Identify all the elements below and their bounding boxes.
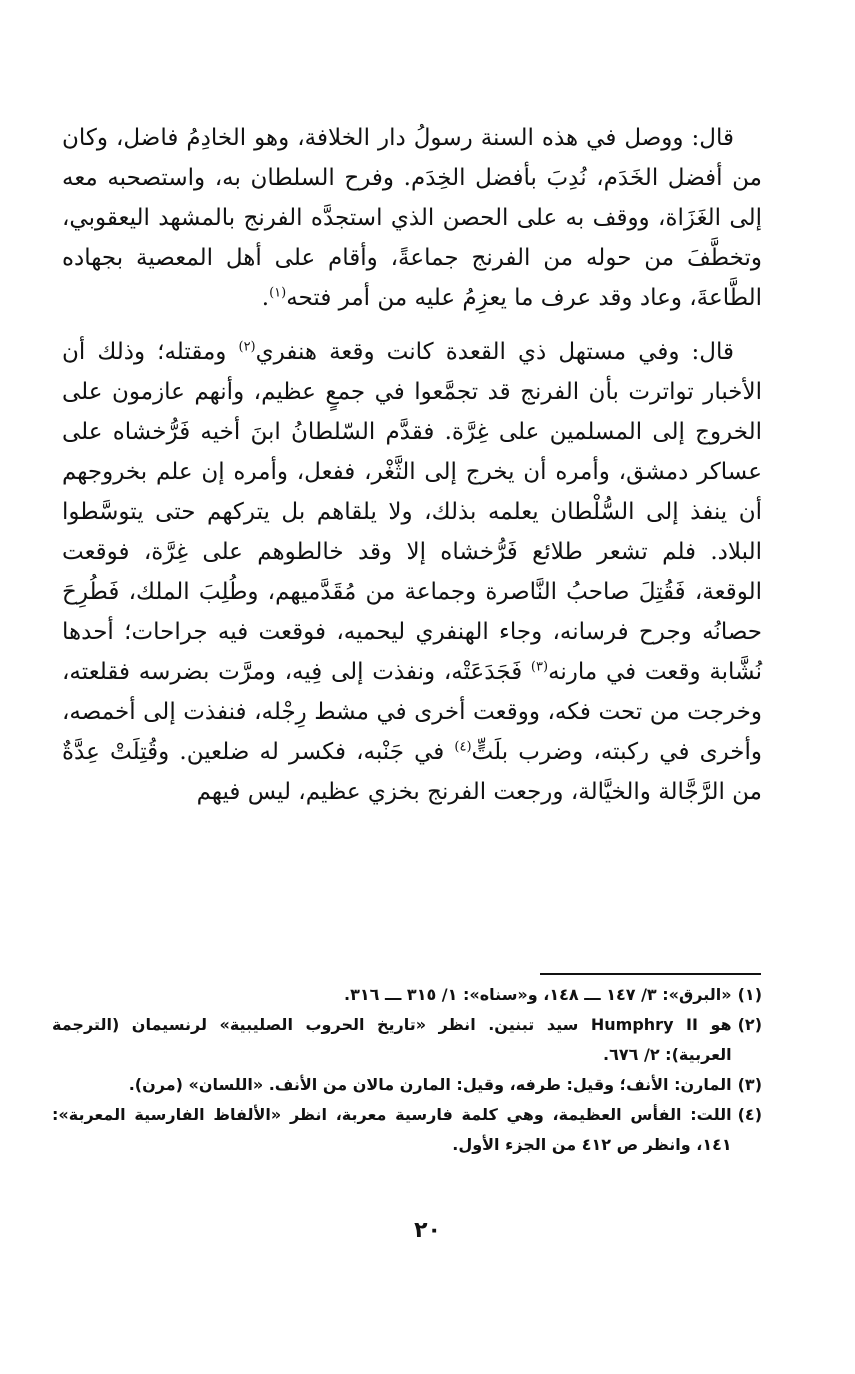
footnote-1 bbox=[52, 980, 762, 1010]
footnote-ref-2: (٢) bbox=[238, 339, 256, 355]
paragraph-2-text-b: ومقتله؛ وذلك أن الأخبار تواترت بأن الفرنج قد تجمَّعوا في جمعٍ عظيم، وأنهم عازمون على الخروج إلى المسلمين على غِرَّة. فقدَّم السّلطانُ ابنَ أخيه فَرُّخشاه على عساكر دمشق، وأمره أن يخرج إلى الثَّغْر، ففعل، وأمره إن علم بخروجهم أن ينفذ إلى السُّلْطان يعلمه بذلك، ولا يلقاهم بل يتركهم حتى يتوسَّطوا البلاد. فلم تشعر طلائع فَرُّخشاه إلا وقد خالطوهم على غِرَّة، فوقعت الوقعة، فَقُتِلَ صاحبُ النَّاصرة وجماعة من مُقَدَّميهم، وطُلِبَ الملك، فَطُرِحَ حصانُه وجرح فرسانه، وجاء الهنفري ليحميه، فوقعت فيه جراحات؛ أحدها نُشَّابة وقعت في مارنه bbox=[62, 339, 762, 685]
footnote-ref-4: (٤) bbox=[454, 739, 472, 755]
footnote-text: «البرق»: ٣/ ١٤٧ ـــ ١٤٨، و«سناه»: ١/ ٣١٥ ـــ ٣١٦. bbox=[344, 985, 732, 1004]
paragraph-2-text-c: فَجَدَعَتْه، ونفذت إلى فِيه، ومرَّت بضرسه فقلعته، وخرجت من تحت فكه، ووقعت أخرى في مشط رِجْله، فنفذت إلى أخمصه، وأخرى في ركبته، وضرب بلَتٍّ bbox=[62, 659, 762, 765]
footnote-separator bbox=[540, 973, 761, 975]
footnote-ref-1: (١) bbox=[269, 285, 287, 301]
footnote-number: (١) bbox=[737, 985, 762, 1004]
paragraph-2-text-d: في جَنْبه، فكسر له ضلعين. وقُتِلَتْ عِدَّةٌ من الرَّجَّالة والخيَّالة، ورجعت الفرنج بخزي عظيم، ليس فيهم bbox=[62, 739, 762, 805]
footnote-number: (٣) bbox=[737, 1075, 762, 1094]
footnote-text: اللت: الفأس العظيمة، وهي كلمة فارسية معربة، انظر «الألفاظ الفارسية المعربة»: ١٤١، وانظر ص ٤١٢ من الجزء الأول. bbox=[52, 1105, 732, 1154]
footnote-4 bbox=[52, 1100, 762, 1160]
footnote-3 bbox=[52, 1070, 762, 1100]
paragraph-1-text-a: قال: ووصل في هذه السنة رسولُ دار الخلافة، وهو الخادِمُ فاضل، وكان من أفضل الخَدَم، نُدِبَ بأفضل الخِدَم. وفرح السلطان به، واستصحبه معه إلى الغَزَاة، ووقف به على الحصن الذي استجدَّه الفرنج بالمشهد اليعقوبي، وتخطَّفَ من حوله من الفرنج جماعةً، وأقام على أهل المعصية بجهاده الطَّاعةَ، وعاد وقد عرف ما يعزِمُ عليه من أمر فتحه bbox=[62, 125, 762, 311]
footnote-text: هو Humphry II سيد تبنين. انظر «تاريخ الحروب الصليبية» لرنسيمان (الترجمة العربية): ٢/ ٦٧٦. bbox=[52, 1015, 732, 1064]
footnote-number: (٤) bbox=[737, 1105, 762, 1124]
footnote-number: (٢) bbox=[737, 1015, 762, 1034]
page-number: ٢٠ bbox=[414, 1218, 441, 1243]
footnote-text: المارن: الأنف؛ وقيل: طرفه، وقيل: المارن مالان من الأنف. «اللسان» (مرن). bbox=[128, 1075, 732, 1094]
footnote-ref-3: (٣) bbox=[530, 659, 549, 675]
paragraph-1-text-b: . bbox=[261, 285, 270, 311]
footnote-2 bbox=[52, 1010, 762, 1070]
paragraph-2-text-a: قال: وفي مستهل ذي القعدة كانت وقعة هنفري bbox=[255, 339, 734, 365]
footnotes bbox=[52, 980, 762, 1160]
paragraph-1 bbox=[62, 118, 762, 318]
main-text bbox=[62, 118, 762, 826]
paragraph-2 bbox=[62, 332, 762, 812]
